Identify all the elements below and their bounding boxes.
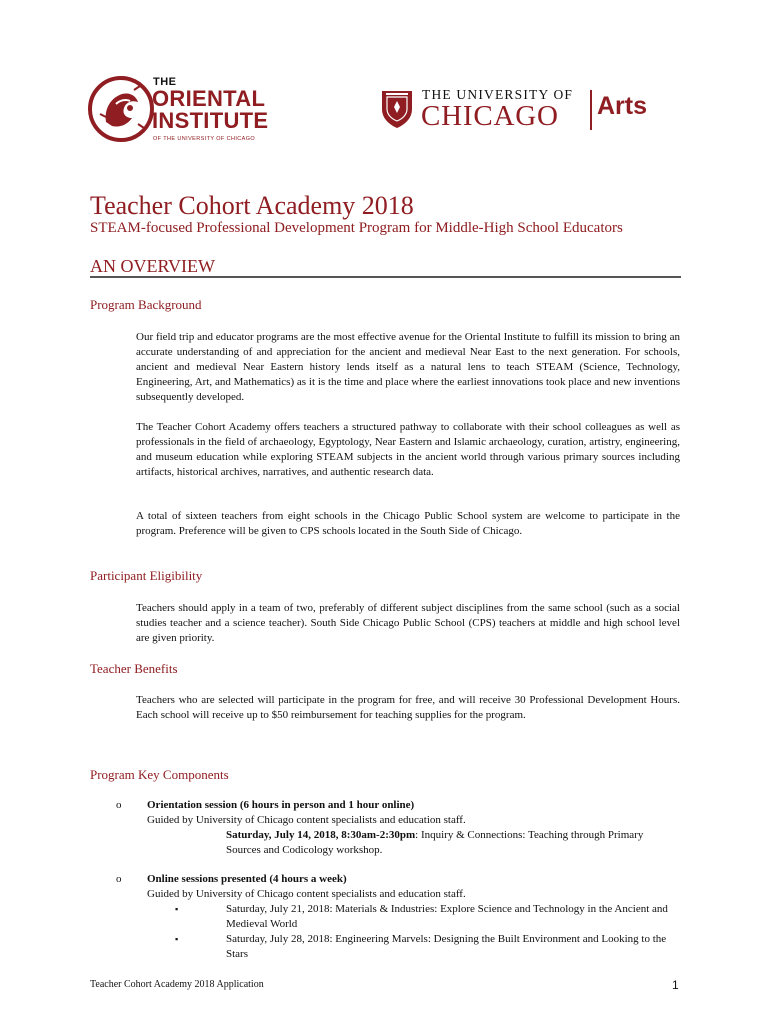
uc-logo-arts: Arts xyxy=(597,92,648,120)
bullet-bold-text: Saturday, July 14, 2018, 8:30am-2:30pm xyxy=(226,829,416,841)
section-rule xyxy=(90,276,681,278)
component-guide: Guided by University of Chicago content specialists and education staff. xyxy=(147,888,466,900)
uc-logo-line1: THE UNIVERSITY OF xyxy=(422,87,574,102)
list-marker: o xyxy=(116,873,122,885)
heading-participant-eligibility: Participant Eligibility xyxy=(90,568,203,583)
paragraph-background-1: Our field trip and educator programs are the most effective avenue for the Oriental Institute to fulfill its mission to bring an accurate understanding of and appreciation for the ancient and medieval Near East to the next generation. For schools, ancient and medieval Near Eastern history lends itself as a natural lens to teach STEAM (Science, Technology, Engineering, Art, and Mathematics) as it is the time and place where the earliest innovations took place and new inventions subsequently developed. xyxy=(136,331,680,403)
paragraph-eligibility: Teachers should apply in a team of two, preferably of different subject disciplines from the same school (such as a social studies teacher and a science teacher). South Side Chicago Public School (CPS) teachers at middle and high school level are given priority. xyxy=(136,602,680,644)
footer-text: Teacher Cohort Academy 2018 Application xyxy=(90,979,264,990)
logo-divider xyxy=(590,90,592,130)
uchicago-arts-logo xyxy=(380,86,670,136)
oriental-institute-logo xyxy=(86,74,296,150)
oi-logo-subtitle: OF THE UNIVERSITY OF CHICAGO xyxy=(153,136,256,142)
oi-logo-line2: INSTITUTE xyxy=(152,108,269,133)
uchicago-shield-icon xyxy=(380,89,414,129)
oriental-institute-emblem-icon xyxy=(86,74,156,144)
paragraph-benefits: Teachers who are selected will participate in the program for free, and will receive 30 Professional Development Hours. Each school will receive up to $50 reimbursement for teaching supplies for the program. xyxy=(136,694,680,721)
bullet-rest-text: : Inquiry & Connections: Teaching through Primary Sources and Codicology workshop. xyxy=(226,829,644,856)
bullet-marker: ▪ xyxy=(175,934,179,944)
oi-logo-the: THE xyxy=(153,76,177,88)
paragraph-background-2: The Teacher Cohort Academy offers teachers a structured pathway to collaborate with their school colleagues as well as professionals in the field of archaeology, Egyptology, Near Eastern and Islamic archaeology, curation, artistry, engineering, and museum education while exploring STEAM subjects in the ancient world through various primary sources including artifacts, historical archives, narratives, and authentic research data. xyxy=(136,421,680,478)
list-marker: o xyxy=(116,799,122,811)
component-guide: Guided by University of Chicago content specialists and education staff. xyxy=(147,814,466,826)
bullet-text xyxy=(226,828,676,858)
document-subtitle: STEAM-focused Professional Development Program for Middle-High School Educators xyxy=(90,220,623,236)
uc-logo-line2: CHICAGO xyxy=(421,100,559,132)
component-title: Online sessions presented (4 hours a week) xyxy=(147,873,347,885)
component-title: Orientation session (6 hours in person and 1 hour online) xyxy=(147,799,415,811)
bullet-text: Saturday, July 21, 2018: Materials & Industries: Explore Science and Technology in the Ancient and Medieval World xyxy=(226,903,668,930)
section-heading-overview: AN OVERVIEW xyxy=(90,256,216,276)
bullet-marker: ▪ xyxy=(175,904,179,914)
paragraph-background-3: A total of sixteen teachers from eight schools in the Chicago Public School system are welcome to participate in the program. Preference will be given to CPS schools located in the South Side of Chicago. xyxy=(136,510,680,537)
bullet-text: Saturday, July 28, 2018: Engineering Marvels: Designing the Built Environment and Looking to the Stars xyxy=(226,933,667,960)
heading-key-components: Program Key Components xyxy=(90,767,229,782)
page-number: 1 xyxy=(672,978,679,992)
document-title: Teacher Cohort Academy 2018 xyxy=(90,191,414,220)
heading-teacher-benefits: Teacher Benefits xyxy=(90,661,178,676)
oi-logo-line1: ORIENTAL xyxy=(152,86,266,111)
heading-program-background: Program Background xyxy=(90,297,202,312)
